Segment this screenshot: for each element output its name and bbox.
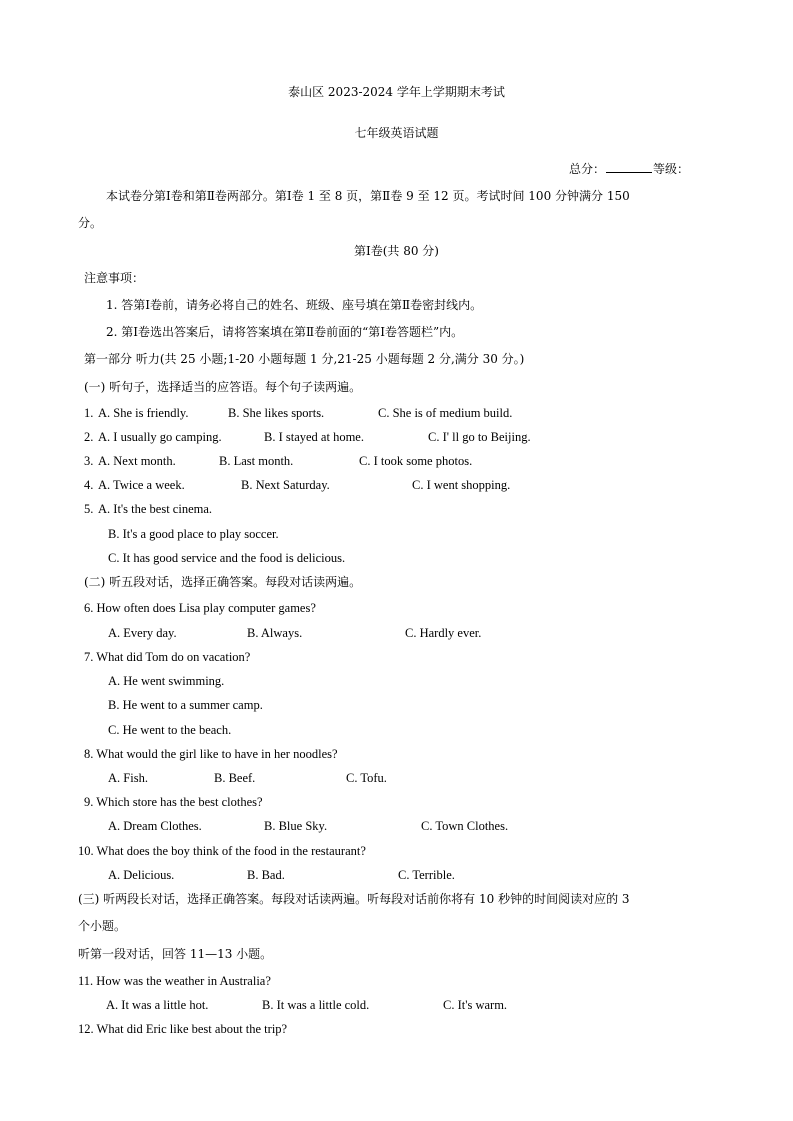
q10-option-b: B. Bad. xyxy=(247,868,285,882)
part-1-title: 第一部分 听力(共 25 小题;1-20 小题每题 1 分,21-25 小题每题 2 分,满分 30 分。) xyxy=(84,352,525,366)
q4-option-a: A. Twice a week. xyxy=(98,478,185,492)
notes-item-2: 2. 第Ⅰ卷选出答案后，请将答案填在第Ⅱ卷前面的“第Ⅰ卷答题栏”内。 xyxy=(106,325,464,339)
q7-stem: 7. What did Tom do on vacation? xyxy=(84,650,251,664)
q7-option-b: B. He went to a summer camp. xyxy=(108,698,263,712)
q1-option-a: A. She is friendly. xyxy=(98,406,189,420)
q7-option-c: C. He went to the beach. xyxy=(108,723,232,737)
notes-item-1: 1. 答第Ⅰ卷前，请务必将自己的姓名、班级、座号填在第Ⅱ卷密封线内。 xyxy=(106,298,483,312)
q3-option-b: B. Last month. xyxy=(219,454,294,468)
q9-option-c: C. Town Clothes. xyxy=(421,819,509,833)
q6-stem: 6. How often does Lisa play computer games? xyxy=(84,601,316,615)
section-1-title: (一) 听句子，选择适当的应答语。每个句子读两遍。 xyxy=(84,380,362,394)
q1-number: 1. xyxy=(84,406,94,420)
score-grade-line xyxy=(569,161,689,177)
score-label: 总分： xyxy=(569,162,606,176)
q1-option-b: B. She likes sports. xyxy=(228,406,325,420)
exam-subtitle: 七年级英语试题 xyxy=(354,126,439,140)
q11-option-b: B. It was a little cold. xyxy=(262,998,370,1012)
section-3-title-line-1: (三) 听两段长对话，选择正确答案。每段对话读两遍。听每段对话前你将有 10 秒钟的时间阅读对应的 3 xyxy=(78,892,630,906)
dialog-1-instruction: 听第一段对话，回答 11—13 小题。 xyxy=(78,947,273,961)
q10-option-c: C. Terrible. xyxy=(398,868,455,882)
section-2-title: (二) 听五段对话，选择正确答案。每段对话读两遍。 xyxy=(84,575,362,589)
q10-stem: 10. What does the boy think of the food in the restaurant? xyxy=(78,844,366,858)
q1-option-c: C. She is of medium build. xyxy=(378,406,513,420)
score-blank xyxy=(606,161,652,173)
exam-title: 泰山区 2023-2024 学年上学期期末考试 xyxy=(288,85,505,99)
q5-option-c: C. It has good service and the food is delicious. xyxy=(108,551,346,565)
q8-option-a: A. Fish. xyxy=(108,771,148,785)
intro-line-2: 分。 xyxy=(78,216,103,230)
q3-number: 3. xyxy=(84,454,94,468)
q6-option-c: C. Hardly ever. xyxy=(405,626,482,640)
q11-option-a: A. It was a little hot. xyxy=(106,998,209,1012)
q4-option-b: B. Next Saturday. xyxy=(241,478,330,492)
q5-option-b: B. It's a good place to play soccer. xyxy=(108,527,279,541)
q8-option-c: C. Tofu. xyxy=(346,771,387,785)
notes-title: 注意事项： xyxy=(84,271,145,285)
q2-option-a: A. I usually go camping. xyxy=(98,430,222,444)
section-3-title-line-2: 个小题。 xyxy=(78,919,127,933)
intro-line-1: 本试卷分第Ⅰ卷和第Ⅱ卷两部分。第Ⅰ卷 1 至 8 页，第Ⅱ卷 9 至 12 页。考试时间 100 分钟满分 150 xyxy=(106,189,630,203)
q7-option-a: A. He went swimming. xyxy=(108,674,225,688)
q5-number: 5. xyxy=(84,502,94,516)
q9-option-a: A. Dream Clothes. xyxy=(108,819,202,833)
q4-option-c: C. I went shopping. xyxy=(412,478,511,492)
q8-stem: 8. What would the girl like to have in her noodles? xyxy=(84,747,338,761)
q6-option-a: A. Every day. xyxy=(108,626,177,640)
q2-number: 2. xyxy=(84,430,94,444)
grade-label: 等级： xyxy=(653,162,690,176)
q11-option-c: C. It's warm. xyxy=(443,998,508,1012)
q8-option-b: B. Beef. xyxy=(214,771,256,785)
q3-option-a: A. Next month. xyxy=(98,454,176,468)
q2-option-b: B. I stayed at home. xyxy=(264,430,364,444)
volume-1-title: 第Ⅰ卷(共 80 分) xyxy=(353,244,439,258)
q3-option-c: C. I took some photos. xyxy=(359,454,473,468)
q11-stem: 11. How was the weather in Australia? xyxy=(78,974,271,988)
q9-option-b: B. Blue Sky. xyxy=(264,819,328,833)
q5-option-a: A. It's the best cinema. xyxy=(98,502,213,516)
q12-stem: 12. What did Eric like best about the trip? xyxy=(78,1022,288,1036)
q6-option-b: B. Always. xyxy=(247,626,303,640)
q10-option-a: A. Delicious. xyxy=(108,868,175,882)
q2-option-c: C. I' ll go to Beijing. xyxy=(428,430,531,444)
q9-stem: 9. Which store has the best clothes? xyxy=(84,795,263,809)
q4-number: 4. xyxy=(84,478,94,492)
